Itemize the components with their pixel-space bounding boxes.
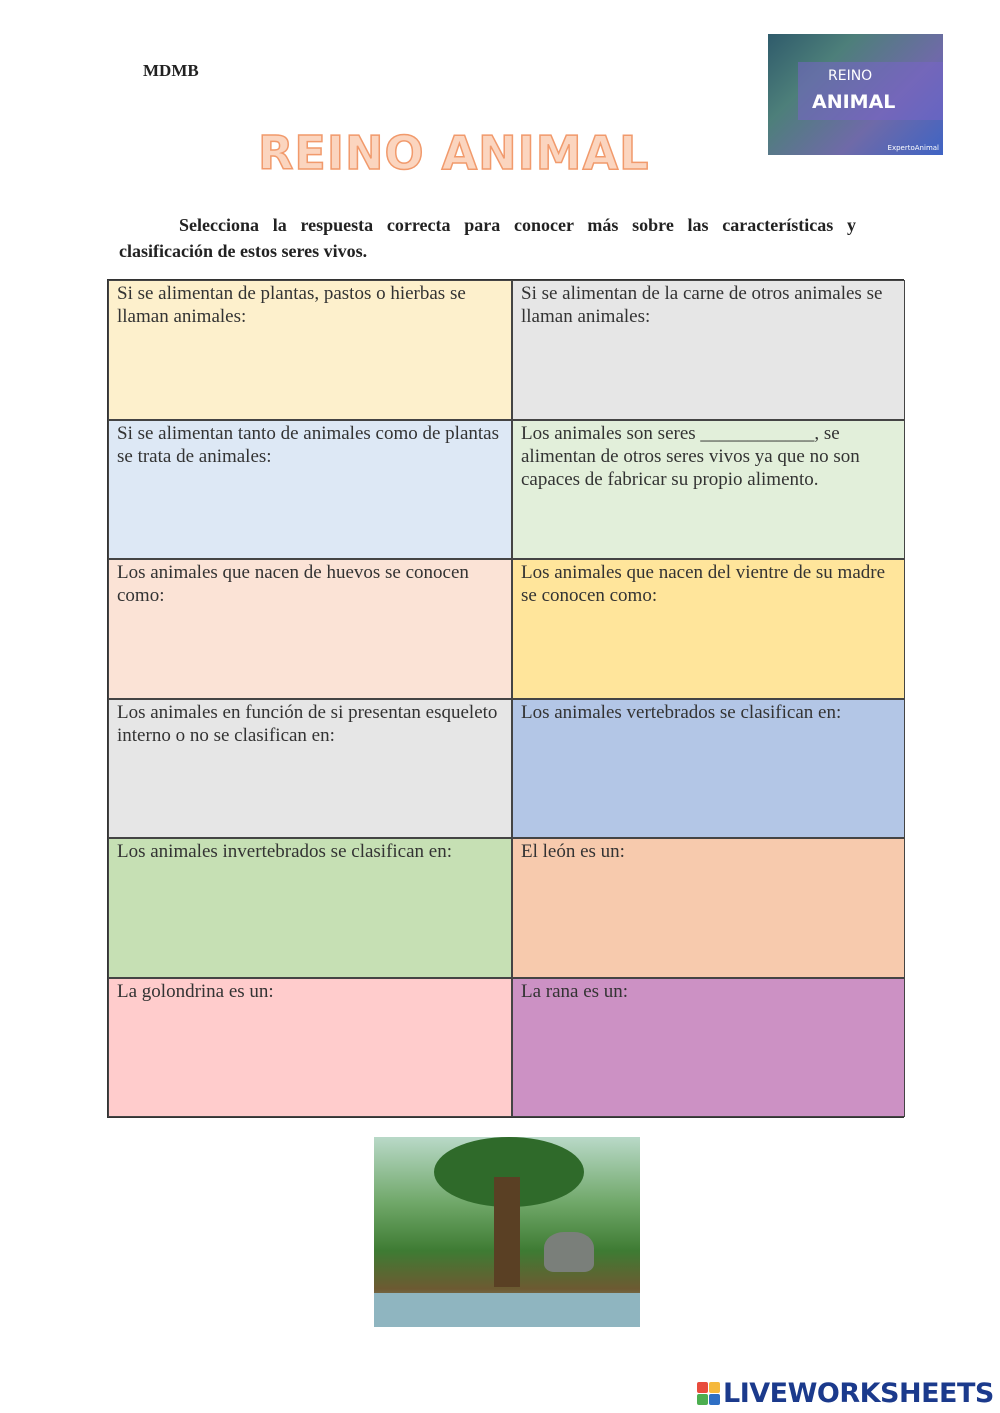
- water-pond: [374, 1293, 640, 1327]
- question-cell[interactable]: Si se alimentan de plantas, pastos o hierbas se llaman animales:: [108, 280, 512, 420]
- elephant-shape: [544, 1232, 594, 1272]
- mark-square: [709, 1382, 720, 1393]
- instructions: Selecciona la respuesta correcta para conocer más sobre las características y clasificación de estos seres vivos.: [119, 215, 856, 261]
- question-cell[interactable]: Los animales en función de si presentan esqueleto interno o no se clasifican en:: [108, 699, 512, 839]
- question-cell[interactable]: Los animales invertebrados se clasifican en:: [108, 838, 512, 978]
- reino-animal-thumbnail: [768, 34, 943, 155]
- question-cell[interactable]: Si se alimentan tanto de animales como de plantas se trata de animales:: [108, 420, 512, 560]
- jungle-animals-illustration: [374, 1137, 640, 1327]
- question-cell[interactable]: Los animales que nacen de huevos se conocen como:: [108, 559, 512, 699]
- thumbnail-credit: ExpertoAnimal: [887, 144, 939, 152]
- question-cell[interactable]: Los animales vertebrados se clasifican en:: [512, 699, 905, 839]
- questions-table: [107, 279, 904, 1118]
- question-cell[interactable]: La rana es un:: [512, 978, 905, 1118]
- thumbnail-line1: REINO: [828, 68, 873, 84]
- question-cell[interactable]: El león es un:: [512, 838, 905, 978]
- question-cell[interactable]: La golondrina es un:: [108, 978, 512, 1118]
- page-title: REINO ANIMAL: [258, 126, 650, 180]
- tree-trunk: [494, 1177, 520, 1287]
- question-cell[interactable]: Si se alimentan de la carne de otros animales se llaman animales:: [512, 280, 905, 420]
- brand-wordmark: LIVEWORKSHEETS: [723, 1378, 994, 1409]
- liveworksheets-logo: [697, 1378, 994, 1409]
- liveworksheets-mark-icon: [697, 1382, 720, 1405]
- mark-square: [697, 1382, 708, 1393]
- question-cell[interactable]: Los animales son seres ____________, se alimentan de otros seres vivos ya que no son capaces de fabricar su propio alimento.: [512, 420, 905, 560]
- question-cell[interactable]: Los animales que nacen del vientre de su madre se conocen como:: [512, 559, 905, 699]
- author-initials: MDMB: [143, 61, 199, 80]
- thumbnail-line2: ANIMAL: [812, 91, 896, 113]
- mark-square: [709, 1394, 720, 1405]
- mark-square: [697, 1394, 708, 1405]
